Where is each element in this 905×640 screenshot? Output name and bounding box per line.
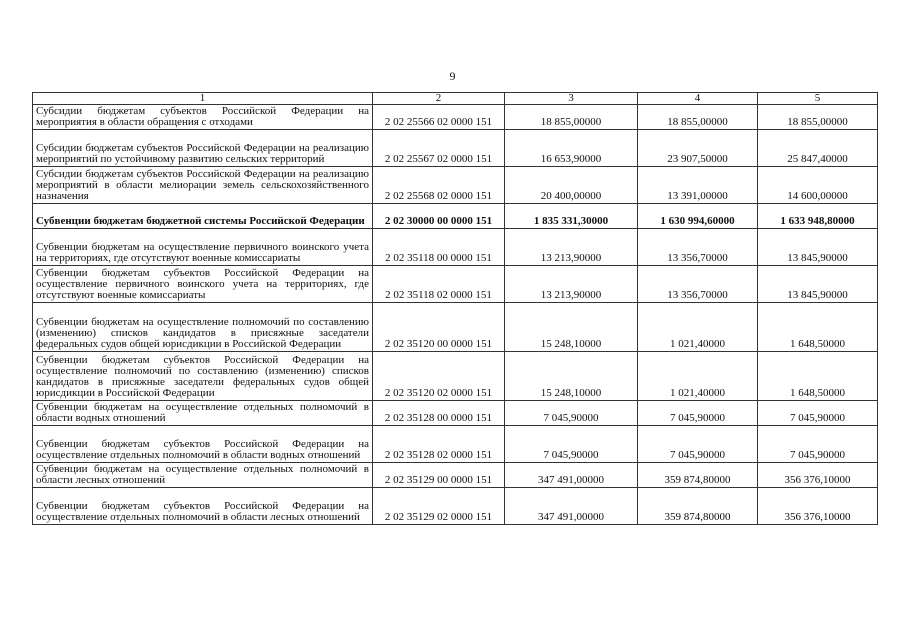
amount-col3-cell: 18 855,00000: [505, 105, 638, 130]
row-name-cell: Субвенции бюджетам на осуществление полномочий по составлению (изменению) списков кандидатов в присяжные заседатели федеральных судов общей юрисдикции в Российской Федерации: [33, 303, 373, 352]
row-name-cell: Субвенции бюджетам субъектов Российской Федерации на осуществление отдельных полномочий в области лесных отношений: [33, 488, 373, 525]
budget-code-cell: 2 02 35120 00 0000 151: [373, 303, 505, 352]
table-header-row: [33, 93, 878, 105]
budget-code-cell: 2 02 35128 00 0000 151: [373, 401, 505, 426]
budget-code-cell: 2 02 30000 00 0000 151: [373, 204, 505, 229]
table-row: [33, 130, 878, 167]
amount-col3-cell: 7 045,90000: [505, 401, 638, 426]
amount-col5-cell: 13 845,90000: [758, 266, 878, 303]
amount-col4-cell: 13 356,70000: [638, 229, 758, 266]
amount-col4-cell: 18 855,00000: [638, 105, 758, 130]
table-row: [33, 401, 878, 426]
table-row: [33, 463, 878, 488]
table-row: [33, 352, 878, 401]
budget-code-cell: 2 02 35118 02 0000 151: [373, 266, 505, 303]
amount-col3-cell: 20 400,00000: [505, 167, 638, 204]
table-row: [33, 488, 878, 525]
row-name-cell: Субсидии бюджетам субъектов Российской Федерации на мероприятия в области обращения с отходами: [33, 105, 373, 130]
table-row: [33, 426, 878, 463]
amount-col5-cell: 14 600,00000: [758, 167, 878, 204]
column-header-4: 4: [638, 93, 758, 105]
amount-col4-cell: 13 356,70000: [638, 266, 758, 303]
table-row: [33, 167, 878, 204]
amount-col3-cell: 347 491,00000: [505, 488, 638, 525]
amount-col4-cell: 1 021,40000: [638, 303, 758, 352]
row-name-cell: Субсидии бюджетам субъектов Российской Федерации на реализацию мероприятий в области мелиорации земель сельскохозяйственного назначения: [33, 167, 373, 204]
row-name-cell: Субвенции бюджетам субъектов Российской Федерации на осуществление первичного воинского учета на территориях, где отсутствуют военные комиссариаты: [33, 266, 373, 303]
table-row: [33, 303, 878, 352]
amount-col3-cell: 15 248,10000: [505, 303, 638, 352]
row-name-cell: Субсидии бюджетам субъектов Российской Федерации на реализацию мероприятий по устойчивому развитию сельских территорий: [33, 130, 373, 167]
row-name-cell: Субвенции бюджетам бюджетной системы Российской Федерации: [33, 204, 373, 229]
budget-code-cell: 2 02 35129 00 0000 151: [373, 463, 505, 488]
budget-code-cell: 2 02 35118 00 0000 151: [373, 229, 505, 266]
column-header-3: 3: [505, 93, 638, 105]
amount-col3-cell: 13 213,90000: [505, 229, 638, 266]
budget-code-cell: 2 02 35120 02 0000 151: [373, 352, 505, 401]
column-header-2: 2: [373, 93, 505, 105]
amount-col4-cell: 359 874,80000: [638, 463, 758, 488]
amount-col4-cell: 1 021,40000: [638, 352, 758, 401]
amount-col4-cell: 7 045,90000: [638, 401, 758, 426]
row-name-cell: Субвенции бюджетам на осуществление отдельных полномочий в области водных отношений: [33, 401, 373, 426]
amount-col4-cell: 13 391,00000: [638, 167, 758, 204]
row-name-cell: Субвенции бюджетам субъектов Российской Федерации на осуществление полномочий по составлению (изменению) списков кандидатов в присяжные заседатели федеральных судов общей юрисдикции в Российской Федерации: [33, 352, 373, 401]
amount-col4-cell: 7 045,90000: [638, 426, 758, 463]
amount-col5-cell: 1 633 948,80000: [758, 204, 878, 229]
column-header-1: 1: [33, 93, 373, 105]
row-name-cell: Субвенции бюджетам на осуществление отдельных полномочий в области лесных отношений: [33, 463, 373, 488]
budget-code-cell: 2 02 25566 02 0000 151: [373, 105, 505, 130]
amount-col5-cell: 25 847,40000: [758, 130, 878, 167]
amount-col4-cell: 359 874,80000: [638, 488, 758, 525]
page-number: 9: [449, 69, 456, 83]
table-row: [33, 266, 878, 303]
amount-col4-cell: 23 907,50000: [638, 130, 758, 167]
amount-col3-cell: 1 835 331,30000: [505, 204, 638, 229]
amount-col3-cell: 15 248,10000: [505, 352, 638, 401]
amount-col5-cell: 356 376,10000: [758, 463, 878, 488]
amount-col3-cell: 347 491,00000: [505, 463, 638, 488]
amount-col5-cell: 18 855,00000: [758, 105, 878, 130]
row-name-cell: Субвенции бюджетам на осуществление первичного воинского учета на территориях, где отсутствуют военные комиссариаты: [33, 229, 373, 266]
table-row: [33, 204, 878, 229]
amount-col5-cell: 13 845,90000: [758, 229, 878, 266]
budget-code-cell: 2 02 25568 02 0000 151: [373, 167, 505, 204]
budget-code-cell: 2 02 35129 02 0000 151: [373, 488, 505, 525]
amount-col5-cell: 7 045,90000: [758, 401, 878, 426]
column-header-5: 5: [758, 93, 878, 105]
amount-col5-cell: 1 648,50000: [758, 352, 878, 401]
amount-col5-cell: 356 376,10000: [758, 488, 878, 525]
budget-revenue-table: [32, 92, 878, 525]
amount-col4-cell: 1 630 994,60000: [638, 204, 758, 229]
amount-col3-cell: 16 653,90000: [505, 130, 638, 167]
amount-col3-cell: 7 045,90000: [505, 426, 638, 463]
budget-code-cell: 2 02 25567 02 0000 151: [373, 130, 505, 167]
amount-col3-cell: 13 213,90000: [505, 266, 638, 303]
amount-col5-cell: 7 045,90000: [758, 426, 878, 463]
row-name-cell: Субвенции бюджетам субъектов Российской Федерации на осуществление отдельных полномочий в области водных отношений: [33, 426, 373, 463]
amount-col5-cell: 1 648,50000: [758, 303, 878, 352]
budget-code-cell: 2 02 35128 02 0000 151: [373, 426, 505, 463]
table-row: [33, 105, 878, 130]
table-row: [33, 229, 878, 266]
